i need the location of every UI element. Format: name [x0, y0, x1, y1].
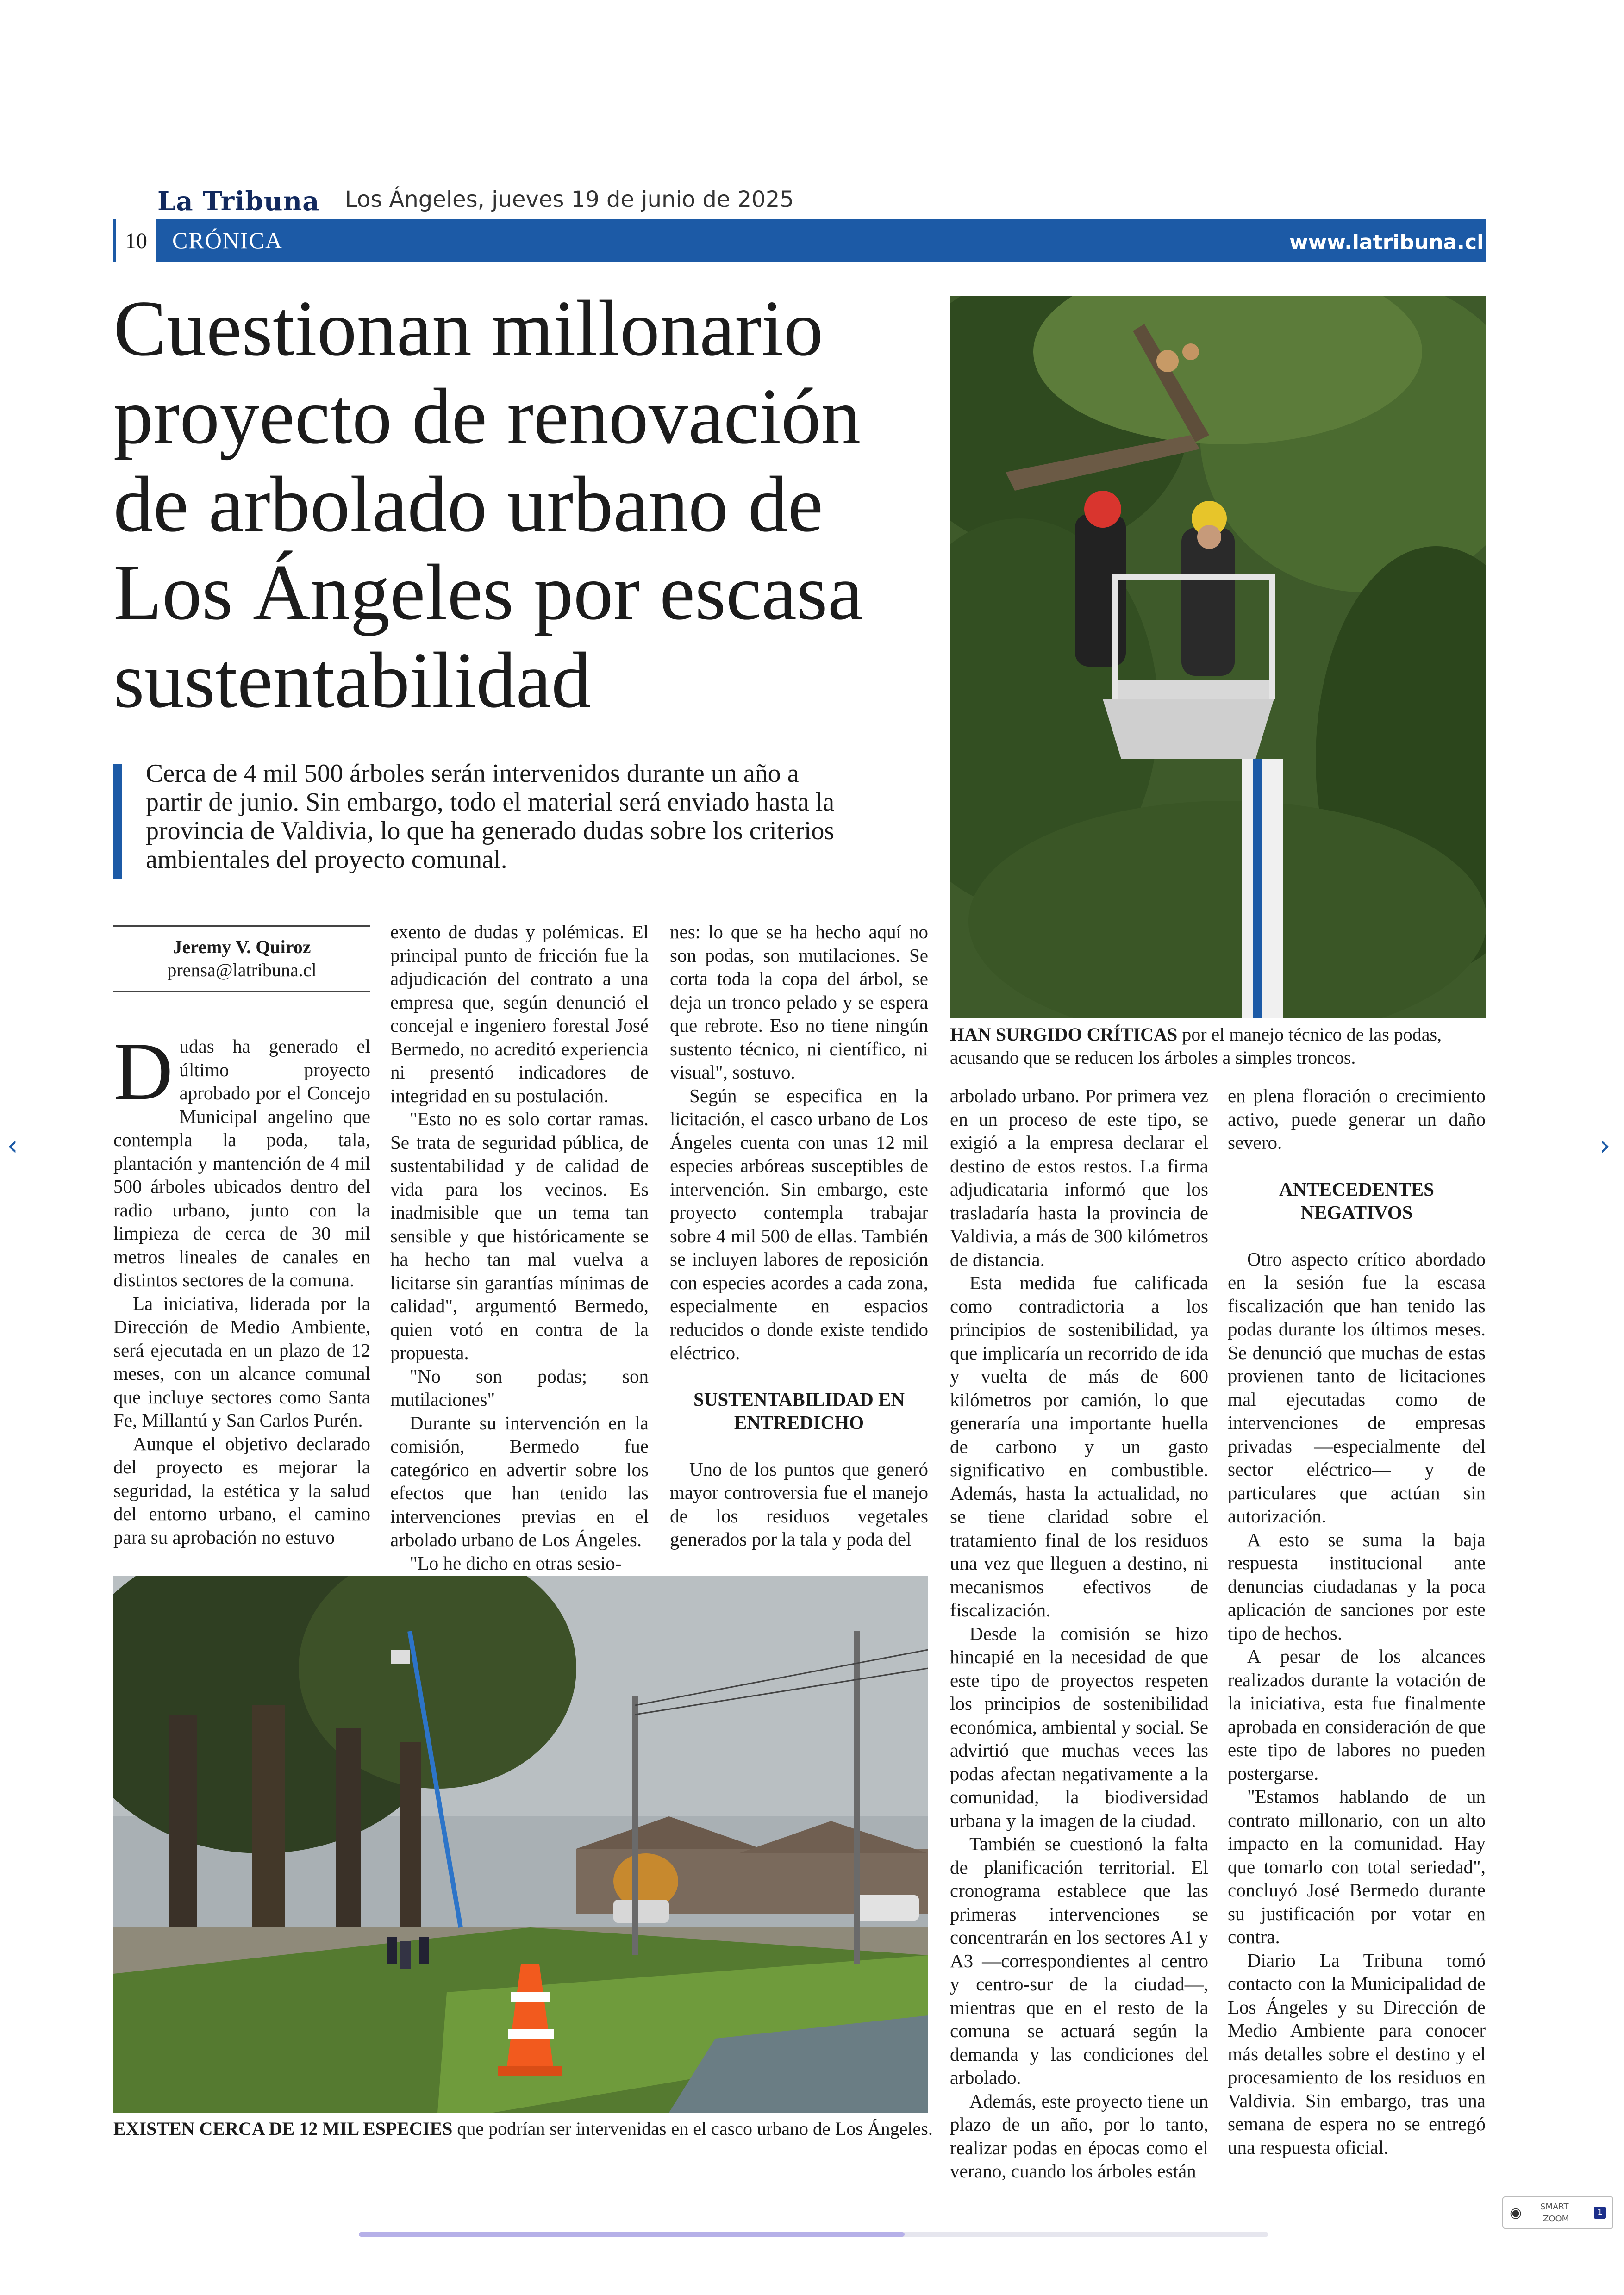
headline-line-2: proyecto de renovación — [113, 373, 861, 461]
lead-line-2: partir de junio. Sin embargo, todo el material será enviado hasta la — [146, 788, 835, 817]
photo-street-trees-image — [113, 1576, 928, 2113]
article-paragraph: Diario La Tribuna tomó contacto con la Municipalidad de Los Ángeles y su Dirección de Medio Ambiente para conocer más detalles sobre el destino y el procesamiento de los residuos en Valdivia. Sin embargo, tras una semana de espera no se entregó una respuesta oficial. — [1228, 1949, 1486, 2158]
site-url[interactable]: www.latribuna.cl — [1289, 231, 1484, 254]
subheading-sustentabilidad: SUSTENTABILIDAD EN ENTREDICHO — [693, 1388, 905, 1433]
smart-zoom-badge: 1 — [1594, 2207, 1606, 2219]
chevron-left-icon: ‹ — [7, 1129, 18, 1162]
byline-author: Jeremy V. Quiroz — [173, 936, 311, 957]
lead-line-1: Cerca de 4 mil 500 árboles serán intervenidos durante un año a — [146, 759, 799, 788]
photo-bottom-caption — [113, 2117, 947, 2140]
prev-page-button[interactable] — [7, 1129, 18, 1162]
article-paragraph: A esto se suma la baja respuesta institucional ante denuncias ciudadanas y la poca aplicación de sanciones por este tipo de hechos. — [1228, 1528, 1486, 1644]
article-paragraph: Desde la comisión se hizo hincapié en la necesidad de que este tipo de proyectos respeten los principios de sostenibilidad económica, ambiental y social. Se advirtió que muchas veces las podas afectan negativamente a la comunidad, la biodiversidad urbana y la imagen de la ciudad. — [950, 1622, 1208, 1831]
article-paragraph: "Lo he dicho en otras sesio- — [410, 1552, 622, 1574]
section-bar — [113, 219, 1486, 262]
lead-line-4: ambientales del proyecto comunal. — [146, 845, 507, 874]
article-paragraph: A pesar de los alcances realizados durante la votación de la iniciativa, esta fue finalmente aprobada en consideración de que este tipo de labores no pueden postergarse. — [1228, 1646, 1486, 1784]
article-paragraph: Según se especifica en la licitación, el casco urbano de Los Ángeles cuenta con unas 12 mil especies arbóreas susceptibles de intervención. Sin embargo, este proyecto contempla trabajar sobre 4 mil 500 de ellas. También se incluyen labores de reposición con especies acordes a cada zona, especialmente en espacios reducidos o donde existe tendido eléctrico. — [670, 1085, 928, 1363]
article-paragraph: La iniciativa, liderada por la Dirección de Medio Ambiente, será ejecutada en un plazo de 12 meses, con un alcance comunal que incluye sectores como Santa Fe, Millantú y San Carlos Purén. — [113, 1292, 370, 1431]
article-paragraph: exento de dudas y polémicas. El principal punto de fricción fue la adjudicación del contrato a una empresa que, según denunció el concejal e ingeniero forestal José Bermedo, no acreditó experiencia ni presentó indicadores de integridad en su postulación. — [390, 921, 649, 1106]
byline-rule-bottom — [113, 991, 370, 992]
article-quote-heading: "No son podas; son mutilaciones" — [390, 1365, 649, 1410]
article-paragraph: "Estamos hablando de un contrato millonario, con un alto impacto en la comunidad. Hay que tomarlo con total seriedad", concluyó José Bermedo durante su justificación por votar en contra. — [1228, 1786, 1486, 1947]
article-column-2 — [390, 920, 649, 1575]
article-column-1 — [113, 1025, 370, 1549]
photo-top-caption — [950, 1023, 1486, 1069]
article-paragraph: en plena floración o crecimiento activo, puede generar un daño severo. — [1228, 1085, 1486, 1153]
smart-zoom-label-1: SMART — [1540, 2202, 1569, 2212]
article-column-4 — [950, 1084, 1208, 2183]
photo-bottom-caption-lead: EXISTEN CERCA DE 12 MIL ESPECIES — [113, 2118, 453, 2139]
issue-date: Los Ángeles, jueves 19 de junio de 2025 — [345, 187, 794, 212]
article-paragraph: "Esto no es solo cortar ramas. Se trata de seguridad pública, de sustentabilidad y de calidad de vida para los vecinos. Es inadmisible que un tema tan sensible y que históricamente se ha hecho tan mal vuelva a licitarse sin garantías mínimas de calidad", argumentó Bermedo, quien votó en contra de la propuesta. — [390, 1108, 649, 1363]
byline-rule-top — [113, 925, 370, 927]
section-name: CRÓNICA — [172, 227, 283, 253]
article-paragraph: Durante su intervención en la comisión, Bermedo fue categórico en advertir sobre los efectos que han tenido las intervenciones previas en el arbolado urbano de Los Ángeles. — [390, 1412, 649, 1550]
photo-tree-pruning — [950, 296, 1486, 1018]
photo-top-caption-text: por el manejo técnico de las podas, acusando que se reducen los árboles a simples troncos. — [950, 1024, 1442, 1068]
newspaper-logo: La Tribuna — [157, 186, 320, 217]
headline-line-1: Cuestionan millonario — [113, 285, 824, 373]
article-column-3 — [670, 920, 928, 1551]
chevron-right-icon: › — [1599, 1129, 1611, 1162]
headline-line-4: Los Ángeles por escasa — [113, 549, 863, 636]
lead-paragraph — [146, 759, 933, 874]
article-paragraph: arbolado urbano. Por primera vez en un proceso de este tipo, se exigió a la empresa declarar el destino de estos restos. La firma adjudicataria informó que los trasladaría hasta la provincia de Valdivia, a más de 300 kilómetros de distancia. — [950, 1085, 1208, 1270]
photo-street-trees — [113, 1576, 928, 2113]
photo-bottom-caption-text: que podrían ser intervenidas en el casco urbano de Los Ángeles. — [452, 2118, 933, 2139]
eye-icon: ◉ — [1510, 2205, 1522, 2221]
article-paragraph: Uno de los puntos que generó mayor controversia fue el manejo de los residuos vegetales generados por la tala y poda del — [670, 1458, 928, 1550]
article-column-5 — [1228, 1084, 1486, 2159]
lead-accent-bar — [113, 764, 122, 879]
headline — [113, 285, 947, 724]
article-paragraph: También se cuestionó la falta de planificación territorial. El cronograma establece que las primeras intervenciones se concentrarán en los sectores A1 y A3 —correspondientes al centro y centro-sur de la ciudad—, mientras que en el resto de la comuna se actuará según la demanda y las condiciones del arbolado. — [950, 1833, 1208, 2088]
smart-zoom-label-2: ZOOM — [1543, 2214, 1569, 2224]
reading-progress-fill — [359, 2232, 905, 2237]
article-paragraph: Esta medida fue calificada como contradictoria a los principios de sostenibilidad, ya que implicaría un recorrido de ida y vuelta de más de 600 kilómetros por camión, lo que generaría una importante huella de carbono y un gasto significativo en combustible. Además, hasta la actualidad, no se tiene claridad sobre el tratamiento final de los residuos una vez que lleguen a destino, ni mecanismos efectivos de fiscalización. — [950, 1272, 1208, 1621]
headline-line-3: de arbolado urbano de — [113, 461, 824, 549]
article-paragraph: Dudas ha generado el último proyecto aprobado por el Concejo Municipal angelino que contempla la poda, tala, plantación y mantención de 4 mil 500 árboles ubicados dentro del radio urbano, junto con la limpieza de cerca de 30 mil metros lineales de canales en distintos sectores de la comuna. — [113, 1025, 370, 1291]
lead-line-3: provincia de Valdivia, lo que ha generado dudas sobre los criterios — [146, 817, 835, 845]
photo-tree-pruning-image — [950, 296, 1486, 1018]
subheading-antecedentes: ANTECEDENTES NEGATIVOS — [1279, 1178, 1434, 1223]
article-paragraph: nes: lo que se ha hecho aquí no son podas, son mutilaciones. Se corta toda la copa del árbol, se deja un tronco pelado y se espera que rebrote. Eso no tiene ningún sustento técnico, ni científico, ni visual", sostuvo. — [670, 921, 928, 1083]
article-paragraph: Aunque el objetivo declarado del proyecto es mejorar la seguridad, la estética y la salud del entorno urbano, el camino para su aprobación no estuvo — [113, 1433, 370, 1548]
next-page-button[interactable] — [1599, 1129, 1611, 1162]
photo-top-caption-lead: HAN SURGIDO CRÍTICAS — [950, 1024, 1178, 1045]
headline-line-5: sustentabilidad — [113, 636, 591, 724]
page-number: 10 — [113, 219, 156, 262]
article-paragraph: Otro aspecto crítico abordado en la sesión fue la escasa fiscalización que han tenido las podas durante los últimos meses. Se denunció que muchas de estas provienen tanto de licitaciones mal ejecutadas como de intervenciones de empresas privadas —especialmente del sector eléctrico— y de particulares que actúan sin autorización. — [1228, 1248, 1486, 1527]
article-paragraph: Además, este proyecto tiene un plazo de un año, por lo tanto, realizar podas en épocas como el verano, cuando los árboles están — [950, 2090, 1208, 2182]
drop-cap: D — [113, 1025, 173, 1117]
byline-email[interactable]: prensa@latribuna.cl — [167, 960, 317, 980]
smart-zoom-toggle[interactable] — [1502, 2196, 1613, 2229]
